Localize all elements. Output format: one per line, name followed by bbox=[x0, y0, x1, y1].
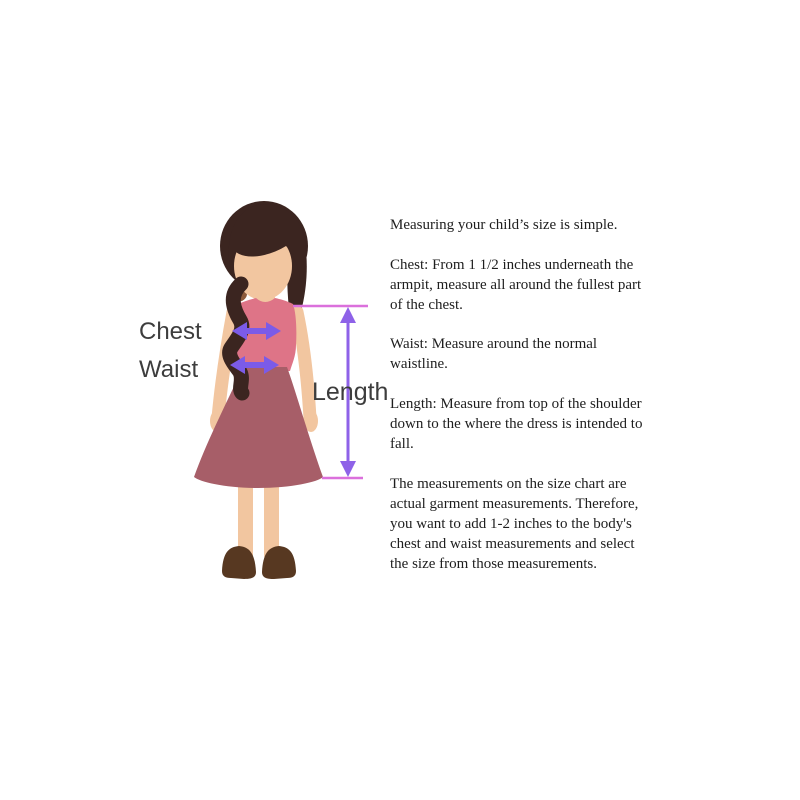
size-chart-note-paragraph bbox=[390, 474, 638, 574]
waist-paragraph bbox=[390, 334, 597, 374]
text-line: Length: Measure from top of the shoulder bbox=[390, 396, 642, 412]
text-line: Chest: From 1 1/2 inches underneath the bbox=[390, 257, 634, 273]
text-line: actual garment measurements. Therefore, bbox=[390, 496, 639, 512]
text-line: down to the where the dress is intended to bbox=[390, 416, 643, 432]
length-arrow-up bbox=[340, 307, 356, 323]
text-line: of the chest. bbox=[390, 297, 463, 313]
text-line: waistline. bbox=[390, 356, 448, 372]
text-line: armpit, measure all around the fullest part bbox=[390, 277, 642, 293]
text-line: The measurements on the size chart are bbox=[390, 476, 627, 492]
length-paragraph bbox=[390, 394, 642, 454]
chest-paragraph bbox=[390, 255, 641, 315]
text-line: chest and waist measurements and select bbox=[390, 536, 635, 552]
text-line: the size from those measurements. bbox=[390, 556, 598, 572]
length-label: Length bbox=[312, 378, 389, 406]
waist-label: Waist bbox=[139, 356, 199, 383]
text-line: you want to add 1-2 inches to the body's bbox=[390, 516, 632, 532]
text-line: Measuring your child’s size is simple. bbox=[390, 217, 618, 233]
length-arrow-down bbox=[340, 461, 356, 477]
text-line: Waist: Measure around the normal bbox=[390, 336, 598, 352]
intro-paragraph bbox=[390, 215, 617, 235]
ponytail bbox=[230, 284, 242, 393]
right-arm bbox=[297, 312, 310, 418]
chest-label: Chest bbox=[139, 318, 202, 345]
text-line: fall. bbox=[390, 436, 414, 452]
